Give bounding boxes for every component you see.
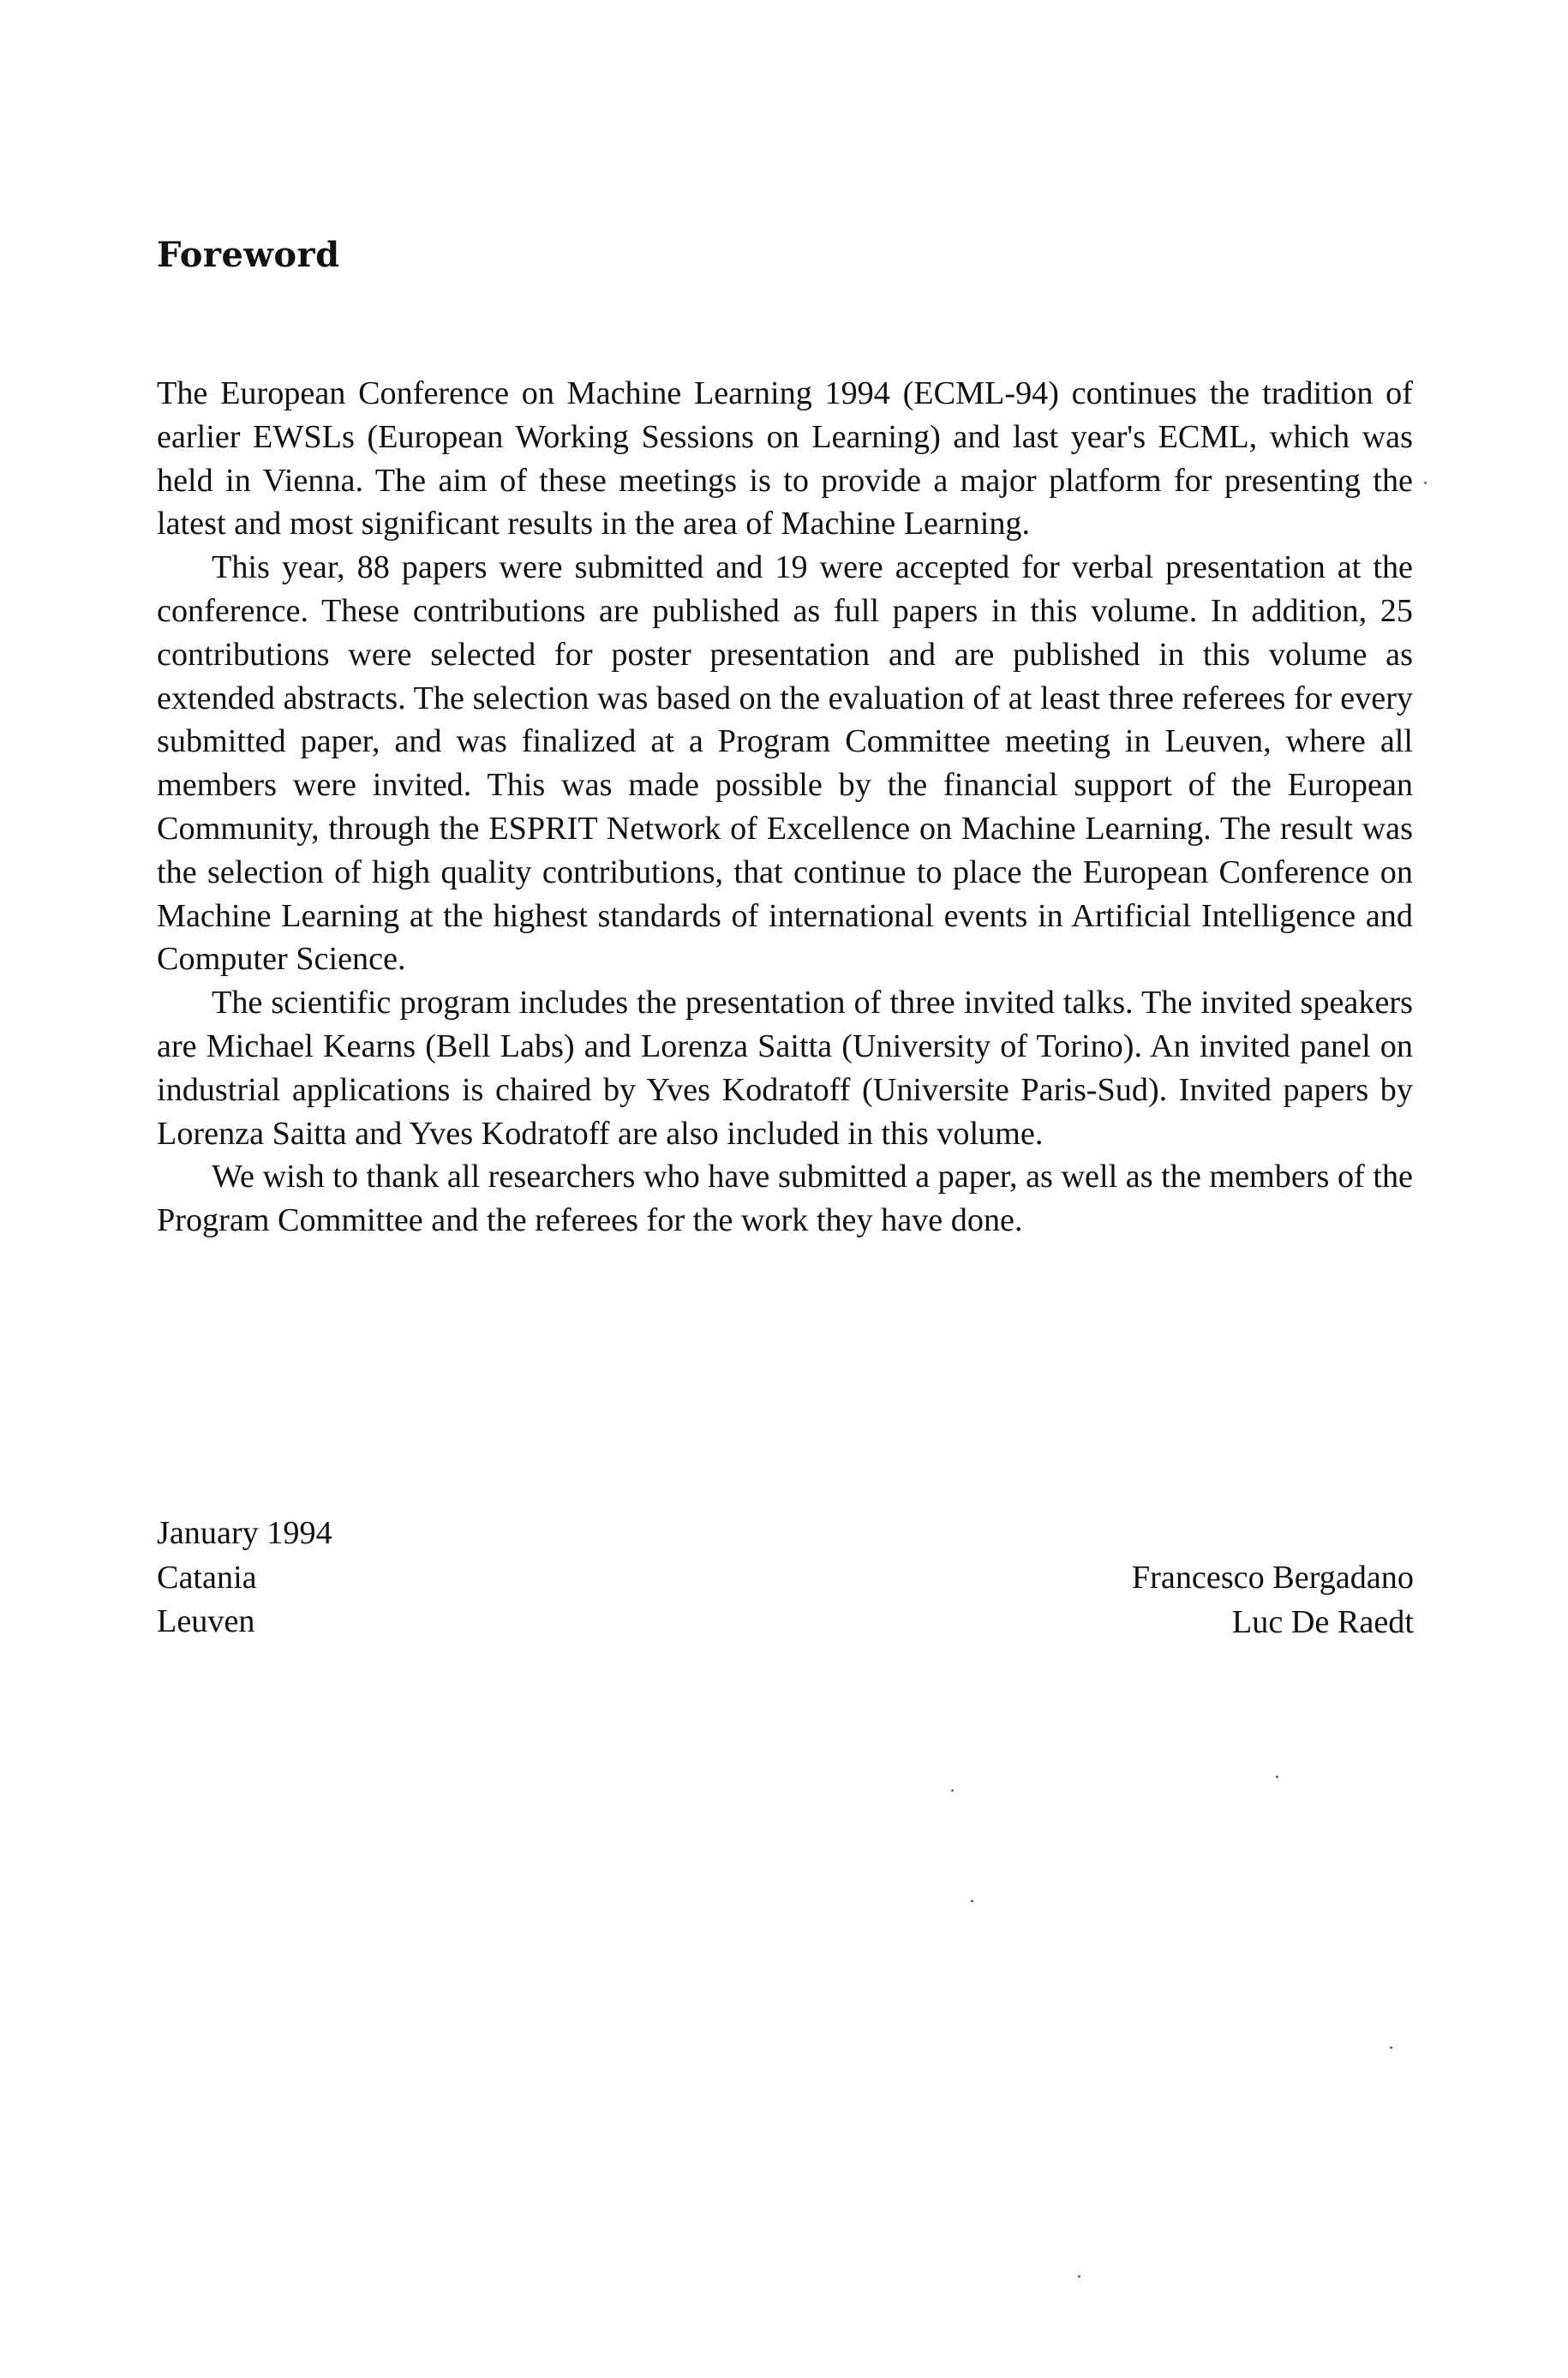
paragraph-program: The scientific program includes the presentation of three invited talks. The invited speakers are Michael Kearns (Bell Labs) and Lorenza Saitta (University of Torino). An invited panel on industrial applications is chaired by Yves Kodratoff (Universite Paris-Sud). Invited papers by Lorenza Saitta and Yves Kodratoff are also included in this volume. <box>157 985 1413 1152</box>
place-line: Leuven <box>157 1603 255 1639</box>
scan-speck <box>971 1900 973 1902</box>
paragraph-submissions: This year, 88 papers were submitted and 19 were accepted for verbal presentation at the conference. These contributions are published as full papers in this volume. In addition, 25 contributions were selected for poster presentation and are published in this volume as extended abstracts. The selection was based on the evaluation of at least three referees for every submitted paper, and was finalized at a Program Committee meeting in Leuven, where all members were invited. This was made possible by the financial support of the European Community, through the ESPRIT Network of Excellence on Machine Learning. The result was the selection of high quality contributions, that continue to place the European Conference on Machine Learning at the highest standards of international events in Artificial Intelligence and Computer Science. <box>157 549 1413 978</box>
author-signatures <box>1132 1556 1414 1644</box>
scan-speck <box>951 1789 954 1792</box>
author-name: Francesco Bergadano <box>1131 1560 1414 1596</box>
scan-speck <box>1424 482 1427 484</box>
date-and-place <box>157 1512 332 1644</box>
foreword-body <box>157 372 1413 1243</box>
scan-speck <box>1276 1776 1278 1778</box>
scan-speck <box>1390 2046 1392 2049</box>
place-line: Catania <box>157 1559 257 1596</box>
page-title: Foreword <box>157 235 340 275</box>
author-name: Luc De Raedt <box>1231 1603 1414 1640</box>
date-line: January 1994 <box>157 1515 332 1551</box>
paragraph-intro: The European Conference on Machine Learning 1994 (ECML-94) continues the tradition of earlier EWSLs (European Working Sessions on Learning) and last year's ECML, which was held in Vienna. The aim of these meetings is to provide a major platform for presenting the latest and most significant results in the area of Machine Learning. <box>157 375 1413 542</box>
paragraph-thanks: We wish to thank all researchers who have submitted a paper, as well as the members of the Program Committee and the referees for the work they have done. <box>157 1159 1413 1239</box>
scan-speck <box>1078 2275 1080 2278</box>
